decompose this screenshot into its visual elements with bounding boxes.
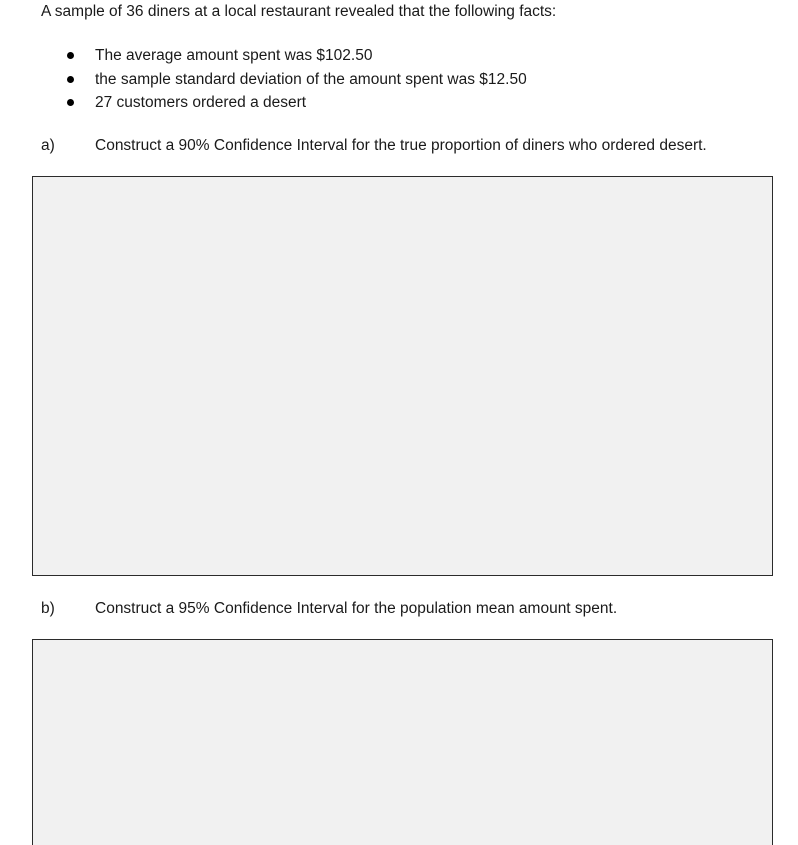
- bullet-icon: [67, 99, 74, 106]
- bullet-icon: [67, 76, 74, 83]
- fact-text: 27 customers ordered a desert: [95, 94, 307, 111]
- question-a: [0, 135, 798, 157]
- question-b-letter: b): [41, 600, 55, 617]
- answer-box-b[interactable]: [32, 639, 773, 845]
- fact-text: The average amount spent was $102.50: [95, 47, 373, 64]
- bullet-icon: [67, 52, 74, 59]
- question-a-letter: a): [41, 137, 55, 154]
- answer-box-a[interactable]: [32, 176, 773, 576]
- question-b: [0, 598, 798, 620]
- question-b-text: Construct a 95% Confidence Interval for the population mean amount spent.: [95, 600, 618, 617]
- question-a-text: Construct a 90% Confidence Interval for the true proportion of diners who ordered desert.: [95, 137, 707, 154]
- problem-intro: A sample of 36 diners at a local restaurant revealed that the following facts:: [41, 3, 557, 20]
- fact-text: the sample standard deviation of the amount spent was $12.50: [95, 70, 527, 88]
